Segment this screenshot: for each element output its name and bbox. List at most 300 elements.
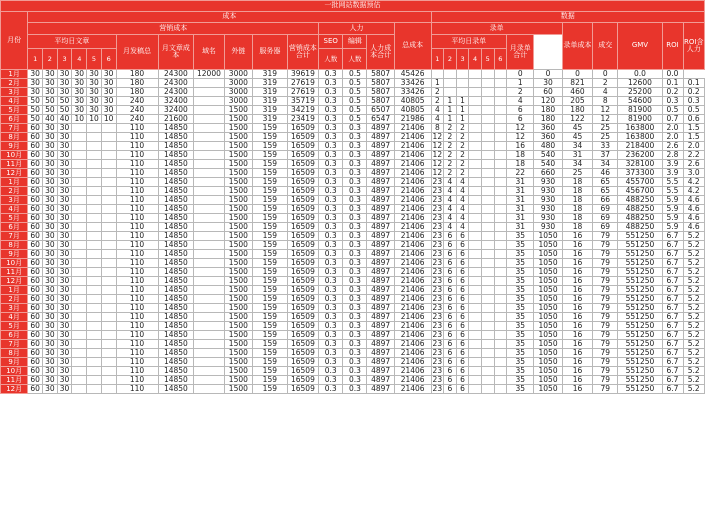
table-cell: 45 xyxy=(562,124,592,133)
table-cell: 4 xyxy=(444,205,457,214)
table-cell: 27619 xyxy=(287,88,319,97)
table-cell: 159 xyxy=(253,187,288,196)
roi-header: ROI xyxy=(662,23,683,70)
table-cell xyxy=(87,142,102,151)
table-cell: 159 xyxy=(253,151,288,160)
table-cell: 23 xyxy=(432,240,443,249)
table-cell: 5.9 xyxy=(662,196,683,205)
table-cell xyxy=(101,223,116,232)
month-cell: 5月 xyxy=(1,322,28,331)
table-cell: 4 xyxy=(444,187,457,196)
table-cell: 0.3 xyxy=(343,385,367,394)
table-cell: 16 xyxy=(562,286,592,295)
table-cell: 23 xyxy=(432,384,443,393)
table-cell: 1500 xyxy=(224,385,252,394)
month-cell: 7月 xyxy=(1,124,28,133)
table-cell xyxy=(101,232,116,241)
table-cell: 551250 xyxy=(618,295,662,304)
table-cell xyxy=(481,214,494,223)
table-cell: 1500 xyxy=(224,115,252,124)
table-header xyxy=(1,1,705,70)
table-cell: 60 xyxy=(28,259,43,268)
table-cell: 6 xyxy=(456,385,469,394)
table-cell: 159 xyxy=(253,241,288,250)
table-cell: 1050 xyxy=(534,250,562,259)
table-cell: 2.8 xyxy=(662,151,683,160)
table-cell: 1500 xyxy=(224,358,252,367)
table-cell: 0.5 xyxy=(662,106,683,115)
table-cell xyxy=(72,187,87,196)
table-cell: 5.2 xyxy=(683,304,705,313)
table-cell: 6 xyxy=(456,295,469,304)
table-cell xyxy=(194,349,224,358)
table-cell: 23 xyxy=(432,285,443,294)
table-cell: 1500 xyxy=(224,160,252,169)
table-cell: 480 xyxy=(534,142,562,151)
table-body xyxy=(1,70,705,394)
table-cell xyxy=(194,385,224,394)
domain-header: 域名 xyxy=(194,35,224,70)
table-cell: 35 xyxy=(507,295,534,304)
table-cell: 18 xyxy=(562,205,592,214)
table-cell: 79 xyxy=(593,304,618,313)
table-cell: 159 xyxy=(253,232,288,241)
table-cell xyxy=(494,340,507,349)
table-cell: 30 xyxy=(57,178,72,187)
table-cell: 930 xyxy=(534,214,562,223)
table-cell: 4897 xyxy=(367,349,394,358)
table-cell: 35 xyxy=(507,340,534,349)
table-cell: 16509 xyxy=(287,295,319,304)
table-cell: 24300 xyxy=(158,79,194,88)
table-cell xyxy=(494,358,507,367)
table-row xyxy=(1,88,705,97)
table-cell: 50 xyxy=(28,97,43,106)
table-cell: 14850 xyxy=(158,142,194,151)
table-cell xyxy=(494,115,507,124)
table-cell: 30 xyxy=(43,187,58,196)
table-cell: 110 xyxy=(116,133,158,142)
table-cell: 159 xyxy=(253,205,288,214)
table-cell: 14850 xyxy=(158,205,194,214)
table-cell: 5.2 xyxy=(683,286,705,295)
table-cell: 4897 xyxy=(367,295,394,304)
table-cell: 60 xyxy=(28,295,43,304)
table-cell: 25 xyxy=(562,169,592,178)
table-cell xyxy=(194,331,224,340)
table-cell: 23 xyxy=(432,258,443,267)
table-cell: 0.3 xyxy=(319,376,343,385)
table-cell: 110 xyxy=(116,205,158,214)
table-cell xyxy=(494,349,507,358)
table-cell: 40 xyxy=(57,115,72,124)
table-cell: 1500 xyxy=(224,268,252,277)
table-cell: 30 xyxy=(57,196,72,205)
table-cell: 21406 xyxy=(394,250,431,259)
table-cell xyxy=(444,70,457,79)
month-cell: 10月 xyxy=(1,367,28,376)
table-cell: 551250 xyxy=(618,304,662,313)
daily-orders-header: 平均日录单 xyxy=(431,35,507,49)
table-cell xyxy=(481,169,494,178)
table-cell xyxy=(87,367,102,376)
table-cell: 0.3 xyxy=(319,331,343,340)
table-cell: 0.3 xyxy=(343,304,367,313)
table-cell: 3000 xyxy=(224,70,252,79)
table-cell: 110 xyxy=(116,187,158,196)
table-cell xyxy=(87,376,102,385)
table-cell: 30 xyxy=(43,322,58,331)
table-cell: 34 xyxy=(562,160,592,169)
table-cell: 8 xyxy=(593,97,618,106)
table-cell: 5.2 xyxy=(683,322,705,331)
table-cell: 30 xyxy=(57,259,72,268)
table-cell: 21406 xyxy=(394,277,431,286)
table-cell xyxy=(72,367,87,376)
table-cell: 4897 xyxy=(367,331,394,340)
order-day-col-5: 5 xyxy=(481,49,494,70)
table-cell: 21406 xyxy=(394,169,431,178)
table-cell: 4897 xyxy=(367,313,394,322)
table-cell: 159 xyxy=(253,277,288,286)
table-cell: 6 xyxy=(456,367,469,376)
table-cell: 2 xyxy=(444,160,457,169)
table-cell: 159 xyxy=(253,178,288,187)
table-cell: 6.7 xyxy=(662,295,683,304)
table-cell: 0.3 xyxy=(343,196,367,205)
table-cell xyxy=(494,151,507,160)
table-cell: 31 xyxy=(507,214,534,223)
table-cell: 930 xyxy=(534,196,562,205)
table-cell xyxy=(469,133,482,142)
table-cell xyxy=(469,367,482,376)
table-cell xyxy=(194,88,224,97)
table-cell xyxy=(194,304,224,313)
table-cell: 6 xyxy=(456,322,469,331)
table-cell: 6 xyxy=(456,331,469,340)
table-cell: 16509 xyxy=(287,142,319,151)
table-cell: 4897 xyxy=(367,160,394,169)
table-cell: 60 xyxy=(28,187,43,196)
table-cell: 8 xyxy=(431,124,444,133)
table-cell: 4897 xyxy=(367,142,394,151)
table-cell: 6 xyxy=(444,376,457,385)
table-cell: 2 xyxy=(444,142,457,151)
table-cell xyxy=(456,79,469,88)
table-cell: 79 xyxy=(593,331,618,340)
table-cell: 14850 xyxy=(158,268,194,277)
table-cell: 60 xyxy=(28,358,43,367)
table-cell: 6 xyxy=(444,295,457,304)
table-cell: 6 xyxy=(456,241,469,250)
table-cell: 1500 xyxy=(224,223,252,232)
month-cell: 6月 xyxy=(1,115,28,124)
table-row xyxy=(1,169,705,178)
table-cell: 205 xyxy=(562,97,592,106)
table-cell: 6 xyxy=(456,358,469,367)
table-cell: 21406 xyxy=(394,304,431,313)
table-cell: 30 xyxy=(72,79,87,88)
table-cell: 0.1 xyxy=(662,79,683,88)
month-cell: 9月 xyxy=(1,250,28,259)
table-cell: 30 xyxy=(57,385,72,394)
table-cell xyxy=(87,214,102,223)
table-cell: 18 xyxy=(507,151,534,160)
table-cell: 159 xyxy=(253,133,288,142)
table-cell: 1 xyxy=(431,79,444,88)
table-cell: 4 xyxy=(456,214,469,223)
table-cell xyxy=(494,376,507,385)
table-cell: 4 xyxy=(507,97,534,106)
table-cell: 37 xyxy=(593,151,618,160)
table-cell: 0.3 xyxy=(319,106,343,115)
table-cell xyxy=(494,223,507,232)
table-cell: 30 xyxy=(57,187,72,196)
table-cell: 0.5 xyxy=(343,115,367,124)
table-row xyxy=(1,358,705,367)
table-cell: 16 xyxy=(562,268,592,277)
table-cell xyxy=(72,295,87,304)
table-cell xyxy=(194,295,224,304)
table-cell xyxy=(87,196,102,205)
table-cell: 159 xyxy=(253,331,288,340)
table-cell xyxy=(494,142,507,151)
month-header: 月份 xyxy=(1,12,28,70)
table-cell xyxy=(481,178,494,187)
table-cell: 16509 xyxy=(287,286,319,295)
table-cell: 6.7 xyxy=(662,268,683,277)
table-cell: 30 xyxy=(43,124,58,133)
table-cell: 6.7 xyxy=(662,376,683,385)
table-cell: 45426 xyxy=(394,70,431,79)
table-cell: 30 xyxy=(101,106,116,115)
table-cell: 6 xyxy=(444,268,457,277)
table-cell xyxy=(469,97,482,106)
table-cell xyxy=(194,196,224,205)
table-cell: 120 xyxy=(534,97,562,106)
table-cell xyxy=(494,232,507,241)
month-cell: 3月 xyxy=(1,88,28,97)
table-cell: 79 xyxy=(593,313,618,322)
total-cost-header: 总成本 xyxy=(394,23,431,70)
table-cell xyxy=(494,88,507,97)
table-cell: 1050 xyxy=(534,259,562,268)
table-cell: 16509 xyxy=(287,232,319,241)
table-cell: 4 xyxy=(456,205,469,214)
table-cell xyxy=(87,340,102,349)
table-cell: 18 xyxy=(507,160,534,169)
table-cell: 0.3 xyxy=(319,304,343,313)
table-cell: 0.3 xyxy=(319,295,343,304)
table-cell: 30 xyxy=(43,232,58,241)
table-cell: 60 xyxy=(28,151,43,160)
cost-header: 成本 xyxy=(28,12,431,23)
table-cell: 159 xyxy=(253,367,288,376)
table-cell: 5.2 xyxy=(683,385,705,394)
table-cell: 31 xyxy=(562,151,592,160)
table-cell: 551250 xyxy=(618,277,662,286)
table-cell: 0.3 xyxy=(683,97,705,106)
table-cell: 30 xyxy=(43,241,58,250)
table-cell: 110 xyxy=(116,160,158,169)
table-cell: 5.2 xyxy=(683,268,705,277)
month-cell: 8月 xyxy=(1,241,28,250)
table-cell xyxy=(101,241,116,250)
month-cell: 9月 xyxy=(1,142,28,151)
table-cell xyxy=(194,106,224,115)
table-cell: 4897 xyxy=(367,187,394,196)
table-cell xyxy=(87,322,102,331)
table-cell xyxy=(194,151,224,160)
table-cell xyxy=(87,304,102,313)
table-cell: 35719 xyxy=(287,97,319,106)
table-cell xyxy=(469,331,482,340)
table-cell: 21406 xyxy=(394,295,431,304)
month-cell: 5月 xyxy=(1,106,28,115)
table-cell xyxy=(469,115,482,124)
table-cell: 10 xyxy=(101,115,116,124)
table-cell xyxy=(101,133,116,142)
table-cell xyxy=(481,151,494,160)
table-cell xyxy=(101,160,116,169)
table-cell: 1050 xyxy=(534,349,562,358)
table-cell: 60 xyxy=(28,124,43,133)
table-cell: 35 xyxy=(507,241,534,250)
table-cell: 23 xyxy=(432,375,443,384)
month-cell: 1月 xyxy=(1,70,28,79)
table-cell xyxy=(456,88,469,97)
table-cell xyxy=(469,340,482,349)
table-cell: 16509 xyxy=(287,268,319,277)
table-cell xyxy=(481,277,494,286)
table-cell: 1500 xyxy=(224,367,252,376)
table-cell: 33426 xyxy=(394,79,431,88)
table-cell: 16 xyxy=(562,340,592,349)
table-cell: 14850 xyxy=(158,250,194,259)
table-cell: 1 xyxy=(444,106,457,115)
table-cell: 0.3 xyxy=(343,349,367,358)
table-cell: 0.3 xyxy=(343,295,367,304)
table-cell xyxy=(101,196,116,205)
table-cell: 16 xyxy=(562,358,592,367)
table-cell: 110 xyxy=(116,196,158,205)
table-cell: 930 xyxy=(534,178,562,187)
table-cell: 1500 xyxy=(224,295,252,304)
table-cell: 2 xyxy=(593,79,618,88)
table-cell xyxy=(481,349,494,358)
table-cell: 2 xyxy=(456,142,469,151)
table-row xyxy=(1,223,705,232)
labor-total-header: 人力成本合计 xyxy=(367,35,394,70)
table-cell: 21406 xyxy=(394,385,431,394)
table-cell: 1050 xyxy=(534,358,562,367)
table-cell: 540 xyxy=(534,151,562,160)
table-cell: 2.0 xyxy=(683,142,705,151)
table-cell: 1500 xyxy=(224,286,252,295)
table-cell xyxy=(481,124,494,133)
table-cell: 0.3 xyxy=(343,205,367,214)
table-cell: 551250 xyxy=(618,358,662,367)
table-cell xyxy=(101,187,116,196)
order-day-col-6: 6 xyxy=(494,49,507,70)
table-cell: 159 xyxy=(253,268,288,277)
table-cell: 24300 xyxy=(158,70,194,79)
table-cell xyxy=(469,223,482,232)
table-cell: 16509 xyxy=(287,133,319,142)
table-cell: 159 xyxy=(253,259,288,268)
table-cell: 3.9 xyxy=(662,160,683,169)
table-cell: 50 xyxy=(57,97,72,106)
table-cell xyxy=(469,214,482,223)
table-cell xyxy=(194,313,224,322)
table-cell: 6.7 xyxy=(662,313,683,322)
editor-count-header: 人数 xyxy=(343,49,367,70)
month-cell: 8月 xyxy=(1,349,28,358)
daily-articles-header: 平均日文章 xyxy=(28,35,116,49)
table-cell xyxy=(494,250,507,259)
month-cell: 4月 xyxy=(1,313,28,322)
table-row xyxy=(1,214,705,223)
table-cell: 23 xyxy=(432,330,443,339)
table-cell: 14850 xyxy=(158,322,194,331)
table-cell: 6 xyxy=(456,250,469,259)
table-cell xyxy=(72,142,87,151)
table-cell: 16 xyxy=(562,331,592,340)
table-cell: 2 xyxy=(456,151,469,160)
table-cell xyxy=(72,349,87,358)
table-cell: 23 xyxy=(432,177,443,186)
table-cell: 14850 xyxy=(158,385,194,394)
table-cell: 6.7 xyxy=(662,259,683,268)
table-cell xyxy=(494,286,507,295)
table-cell: 60 xyxy=(28,331,43,340)
table-cell xyxy=(194,259,224,268)
table-cell: 159 xyxy=(253,142,288,151)
table-cell: 6 xyxy=(456,232,469,241)
table-cell: 551250 xyxy=(618,331,662,340)
table-cell: 21986 xyxy=(394,115,431,124)
table-cell xyxy=(194,250,224,259)
monthly-articles-header: 月发稿总 xyxy=(116,35,158,70)
table-cell xyxy=(469,106,482,115)
table-cell xyxy=(494,241,507,250)
table-cell xyxy=(194,223,224,232)
table-cell: 0.3 xyxy=(343,376,367,385)
table-cell: 79 xyxy=(593,250,618,259)
table-row xyxy=(1,304,705,313)
table-cell: 110 xyxy=(116,286,158,295)
table-cell: 1.5 xyxy=(683,124,705,133)
table-cell: 1500 xyxy=(224,178,252,187)
table-cell: 60 xyxy=(28,169,43,178)
table-cell xyxy=(194,133,224,142)
table-cell xyxy=(469,160,482,169)
table-cell: 14850 xyxy=(158,169,194,178)
roi-labor-header: ROI含人力 xyxy=(683,23,705,70)
table-cell: 30 xyxy=(28,79,43,88)
table-cell xyxy=(481,115,494,124)
table-cell: 5.9 xyxy=(662,205,683,214)
table-row xyxy=(1,376,705,385)
table-cell xyxy=(481,88,494,97)
table-cell xyxy=(194,376,224,385)
table-cell: 30 xyxy=(43,250,58,259)
table-cell: 240 xyxy=(116,106,158,115)
table-cell xyxy=(87,385,102,394)
table-cell: 16 xyxy=(562,241,592,250)
table-cell: 4 xyxy=(456,178,469,187)
table-cell: 0.5 xyxy=(343,70,367,79)
